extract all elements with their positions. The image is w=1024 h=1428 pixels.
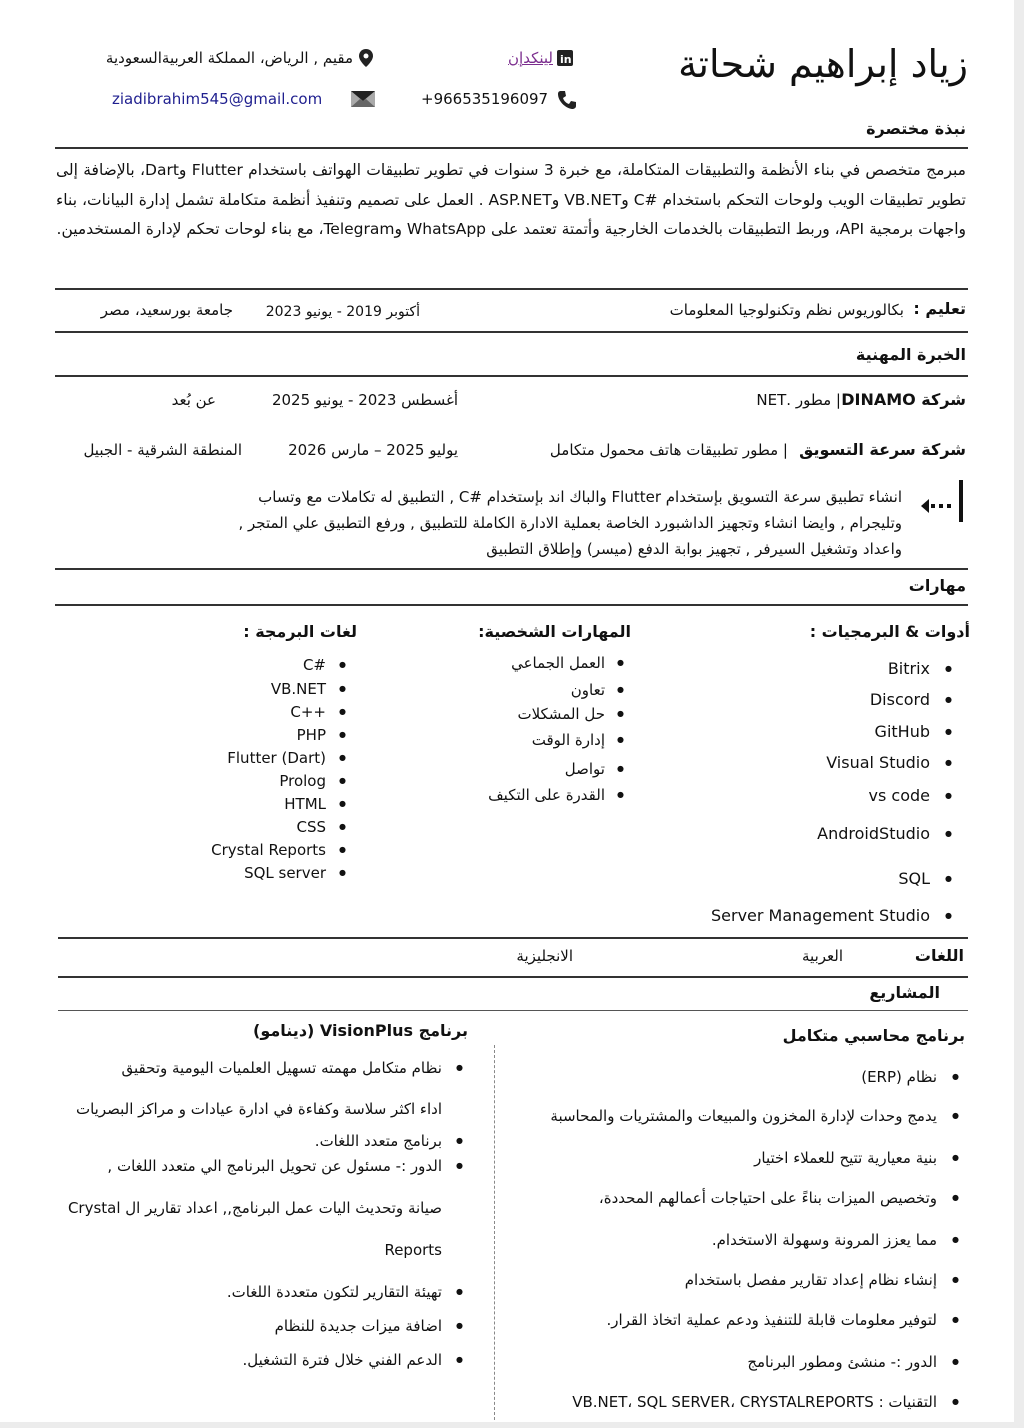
list-item: الدعم الفني خلال فترة التشغيل. — [242, 1351, 442, 1369]
list-item: التقنيات : VB.NET، SQL SERVER، CRYSTALREPORTS — [572, 1393, 937, 1411]
bullet-icon: ● — [339, 776, 346, 785]
bullet-icon: ● — [617, 709, 624, 718]
divider — [55, 147, 968, 149]
summary-heading: نبذة مختصرة — [866, 119, 966, 138]
bullet-icon: ● — [945, 758, 952, 767]
job-detail-line: وتليجرام , وايضا انشاء وتجهيز الداشبورد الخاصة بعملية الادارة الكاملة للتطبيق , ورفع التطبيق علي المتجر , — [238, 514, 902, 532]
education-degree: بكالوريوس نظم وتكنولوجيا المعلومات — [669, 301, 904, 319]
divider — [55, 288, 968, 290]
list-item: Flutter (Dart) — [227, 749, 326, 767]
bullet-icon: ● — [945, 911, 952, 920]
list-item: SQL server — [244, 864, 326, 882]
list-item: مما يعزز المرونة وسهولة الاستخدام. — [711, 1231, 937, 1249]
list-item: vs code — [868, 786, 930, 805]
arrow-marker-icon — [915, 480, 965, 530]
bullet-icon: ● — [339, 753, 346, 762]
list-item: VB.NET — [270, 680, 326, 698]
list-item: برنامج متعدد اللغات. — [314, 1132, 442, 1150]
list-item: اداء اكثر سلاسة وكفاءة في ادارة عيادات و مراكز البصريات — [75, 1100, 442, 1118]
bullet-icon: ● — [617, 735, 624, 744]
list-item: تواصل — [564, 760, 605, 778]
list-item: إنشاء نظام إعداد تقارير مفصل باستخدام — [684, 1271, 937, 1289]
bullet-icon: ● — [617, 658, 624, 667]
list-item: Bitrix — [887, 659, 930, 678]
education-label: تعليم : — [913, 299, 966, 318]
bullet-icon: ● — [945, 874, 952, 883]
email-icon — [351, 91, 375, 107]
job-dates: يوليو 2025 – مارس 2026 — [288, 441, 458, 459]
linkedin-link[interactable]: لينكدإن — [508, 49, 553, 67]
email-link[interactable]: ziadibrahim545@gmail.com — [112, 90, 323, 108]
list-item: اضافة ميزات جديدة للنظام — [274, 1317, 442, 1335]
list-item: الدور :- مسئول عن تحويل البرنامج الي متعدد اللغات , — [107, 1157, 442, 1175]
bullet-icon: ● — [617, 764, 624, 773]
list-item: يدمج وحدات لإدارة المخزون والمبيعات والمشتريات والمحاسبة — [550, 1107, 937, 1125]
list-item: تهيئة التقارير لتكون متعددة اللغات. — [226, 1283, 442, 1301]
page-edge — [1014, 0, 1024, 1428]
job-detail-line: انشاء تطبيق سرعة التسويق بإستخدام Flutter والباك اند بإستخدام #C , التطبيق له تكاملات مع وتساب — [258, 488, 902, 506]
job-location: المنطقة الشرقية - الجبيل — [83, 441, 242, 459]
list-item: حل المشكلات — [517, 705, 605, 723]
programming-languages-heading: لغات البرمجة : — [243, 622, 357, 641]
experience-heading: الخبرة المهنية — [855, 345, 966, 364]
list-item: AndroidStudio — [817, 824, 930, 843]
bullet-icon: ● — [456, 1321, 463, 1330]
bullet-icon: ● — [952, 1357, 959, 1366]
list-item: بنية معيارية تتيح للعملاء اختيار — [754, 1149, 937, 1167]
bullet-icon: ● — [339, 730, 346, 739]
bullet-icon: ● — [339, 822, 346, 831]
tools-heading: أدوات & البرمجيات : — [809, 622, 970, 641]
list-item: ++C — [290, 703, 326, 721]
bullet-icon: ● — [339, 868, 346, 877]
bullet-icon: ● — [945, 664, 952, 673]
divider — [55, 375, 968, 377]
phone-number[interactable]: +966535196097 — [421, 90, 549, 108]
phone-icon — [557, 90, 577, 110]
language-item: الانجليزية — [516, 947, 573, 965]
languages-heading: اللغات — [914, 946, 964, 965]
list-item: Visual Studio — [826, 753, 930, 772]
bullet-icon: ● — [456, 1355, 463, 1364]
job-detail-line: واعداد وتشغيل السيرفر , تجهيز بوابة الدفع (ميسر) وإطلاق التطبيق — [486, 540, 902, 558]
job-location: عن بُعد — [171, 391, 216, 409]
bullet-icon: ● — [456, 1287, 463, 1296]
divider — [58, 937, 968, 939]
bullet-icon: ● — [945, 829, 952, 838]
bullet-icon: ● — [339, 660, 346, 669]
bullet-icon: ● — [945, 695, 952, 704]
divider — [55, 604, 968, 606]
divider — [55, 568, 968, 570]
bullet-icon: ● — [339, 799, 346, 808]
bullet-icon: ● — [456, 1136, 463, 1145]
svg-text:in: in — [560, 53, 572, 66]
skills-heading: مهارات — [908, 576, 966, 595]
list-item: إدارة الوقت — [531, 731, 605, 749]
project-title: برنامج محاسبي متكامل — [782, 1026, 965, 1045]
list-item: Server Management Studio — [711, 906, 930, 925]
bullet-icon: ● — [952, 1193, 959, 1202]
list-item: الدور :- منشئ ومطور البرنامج — [747, 1353, 937, 1371]
linkedin-icon[interactable] — [557, 50, 573, 66]
job-company: شركة سرعة التسويق — [799, 440, 966, 459]
bullet-icon: ● — [952, 1072, 959, 1081]
divider — [58, 976, 968, 978]
bullet-icon: ● — [952, 1397, 959, 1406]
list-item: صيانة وتحديث اليات عمل البرنامج,, اعداد تقارير ال Crystal — [67, 1199, 442, 1217]
bullet-icon: ● — [945, 791, 952, 800]
list-item: Crystal Reports — [211, 841, 326, 859]
list-item: PHP — [296, 726, 326, 744]
bullet-icon: ● — [456, 1161, 463, 1170]
bullet-icon: ● — [339, 845, 346, 854]
list-item: GitHub — [874, 722, 930, 741]
location-pin-icon — [359, 49, 373, 67]
page-bottom-edge — [0, 1422, 1024, 1428]
list-item: CSS — [296, 818, 326, 836]
list-item: Reports — [384, 1241, 442, 1259]
education-university: جامعة بورسعيد، مصر — [100, 301, 233, 319]
list-item: نظام (ERP) — [861, 1068, 937, 1086]
list-item: القدرة على التكيف — [488, 786, 605, 804]
bullet-icon: ● — [952, 1111, 959, 1120]
list-item: #C — [302, 656, 326, 674]
job-dates: أغسطس 2023 - يونيو 2025 — [271, 391, 458, 409]
language-item: العربية — [802, 947, 843, 965]
projects-heading: المشاريع — [869, 983, 940, 1002]
bullet-icon: ● — [952, 1153, 959, 1162]
list-item: Discord — [869, 690, 930, 709]
bullet-icon: ● — [945, 727, 952, 736]
job-role: | مطور تطبيقات هاتف محمول متكامل — [549, 441, 788, 459]
bullet-icon: ● — [456, 1063, 463, 1072]
job-company: شركة DINAMO — [841, 390, 966, 409]
list-item: نظام متكامل مهمته تسهيل العلميات اليومية وتحقيق — [121, 1059, 442, 1077]
bullet-icon: ● — [339, 707, 346, 716]
list-item: لتوفير معلومات قابلة للتنفيذ ودعم عملية اتخاذ القرار. — [606, 1311, 937, 1329]
bullet-icon: ● — [339, 684, 346, 693]
soft-skills-heading: المهارات الشخصية: — [478, 622, 631, 641]
summary-text: مبرمج متخصص في بناء الأنظمة والتطبيقات المتكاملة، مع خبرة 3 سنوات في تطوير تطبيقات الهواتف باستخدام Flutter وDart، بالإضافة إلى تطوير تطبيقات الويب ولوحات التحكم باستخدام #C وVB.NET وASP.NET . العمل على تصميم وتنفيذ أنظمة متكاملة تشمل إدارة البيانات، بناء واجهات برمجية API، وربط التطبيقات بالخدمات الخارجية وأتمتة تعتمد على WhatsApp وTelegram، مع بناء لوحات تحكم لإدارة المستخدمين. — [56, 161, 966, 238]
location-text: مقيم , الرياض، المملكة العربيةالسعودية — [105, 49, 353, 67]
bullet-icon: ● — [952, 1275, 959, 1284]
list-item: HTML — [284, 795, 326, 813]
list-item: وتخصيص الميزات بناءً على احتياجات أعمالهم المحددة، — [598, 1189, 937, 1207]
bullet-icon: ● — [617, 790, 624, 799]
column-separator — [494, 1045, 495, 1420]
divider — [55, 331, 968, 333]
project-title: برنامج VisionPlus (دينامو) — [253, 1021, 468, 1040]
education-dates: أكتوبر 2019 - يونيو 2023 — [265, 304, 420, 320]
list-item: Prolog — [279, 772, 326, 790]
list-item: SQL — [898, 869, 930, 888]
bullet-icon: ● — [617, 685, 624, 694]
job-role: | مطور .NET — [756, 391, 841, 409]
list-item: العمل الجماعي — [511, 654, 605, 672]
list-item: تعاون — [570, 681, 605, 699]
divider — [58, 1010, 968, 1011]
bullet-icon: ● — [952, 1315, 959, 1324]
bullet-icon: ● — [952, 1235, 959, 1244]
candidate-name: زياد إبراهيم شحاتة — [678, 42, 968, 86]
